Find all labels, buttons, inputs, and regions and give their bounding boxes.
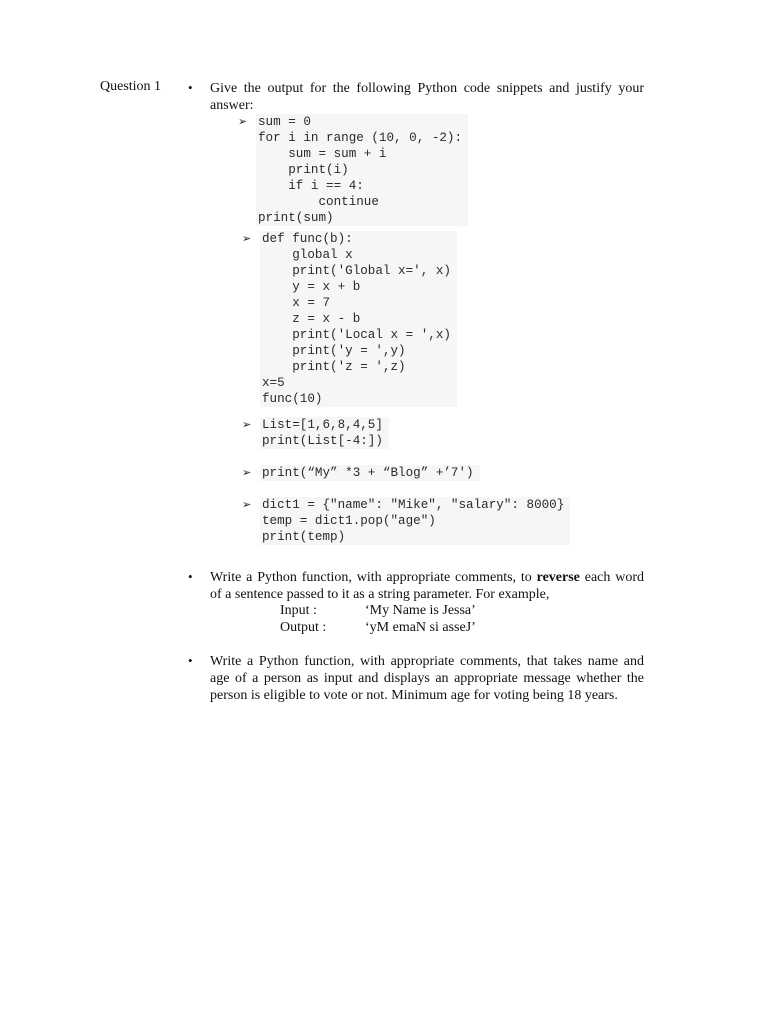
code-line: print('y = ',y) [262, 344, 406, 358]
code-line: print(i) [258, 163, 349, 177]
code-line: def func(b): [262, 232, 353, 246]
snippet-arrow: ➢ [242, 418, 252, 431]
text-part: each word of a sentence passed to it as a string parameter. For example, [210, 570, 644, 602]
code-snippet [260, 465, 480, 481]
example-input-value: ‘My Name is Jessa’ [365, 603, 476, 618]
question-item-text: Write a Python function, with appropriate comments, that takes name and age of a person as input and displays an appropriate message whether the person is eligible to vote or not. Minimum age for voting being 18 years. [210, 654, 644, 703]
question-label: Question 1 [100, 79, 162, 94]
code-snippet [256, 114, 468, 226]
example-output-label: Output : [280, 620, 327, 635]
code-line: print(sum) [258, 211, 334, 225]
code-line: y = x + b [262, 280, 361, 294]
code-line: x=5 [262, 376, 285, 390]
code-snippet [260, 497, 570, 545]
code-line: print(List[-4:]) [262, 434, 383, 448]
code-line: print('z = ',z) [262, 360, 406, 374]
code-line: print('Global x=', x) [262, 264, 451, 278]
code-line: for i in range (10, 0, -2): [258, 131, 463, 145]
code-line: temp = dict1.pop("age") [262, 514, 436, 528]
code-line: if i == 4: [258, 179, 364, 193]
code-line: global x [262, 248, 353, 262]
code-line: sum = sum + i [258, 147, 387, 161]
example-output-value: ‘yM emaN si asseJ’ [365, 620, 476, 635]
snippet-arrow: ➢ [242, 466, 252, 479]
text-part: Write a Python function, with appropriate comments, to [210, 570, 537, 585]
code-snippet [260, 417, 389, 449]
code-line: print('Local x = ',x) [262, 328, 451, 342]
code-line: sum = 0 [258, 115, 311, 129]
code-line: z = x - b [262, 312, 361, 326]
question-item-text [210, 569, 644, 603]
bullet: • [188, 653, 193, 668]
code-line: dict1 = {"name": "Mike", "salary": 8000} [262, 498, 565, 512]
code-line: print(“My” *3 + “Blog” +’7') [262, 466, 474, 480]
code-line: print(temp) [262, 530, 346, 544]
example-input-label: Input : [280, 603, 317, 618]
code-line: func(10) [262, 392, 323, 406]
snippet-arrow: ➢ [242, 232, 252, 245]
question-item-text: Give the output for the following Python code snippets and justify your answer: [210, 81, 644, 113]
bullet: • [188, 80, 193, 95]
code-line: List=[1,6,8,4,5] [262, 418, 383, 432]
code-snippet [260, 231, 457, 407]
code-line: x = 7 [262, 296, 331, 310]
bold-word: reverse [536, 570, 580, 585]
snippet-arrow: ➢ [238, 115, 248, 128]
bullet: • [188, 569, 193, 584]
snippet-arrow: ➢ [242, 498, 252, 511]
code-line: continue [258, 195, 379, 209]
